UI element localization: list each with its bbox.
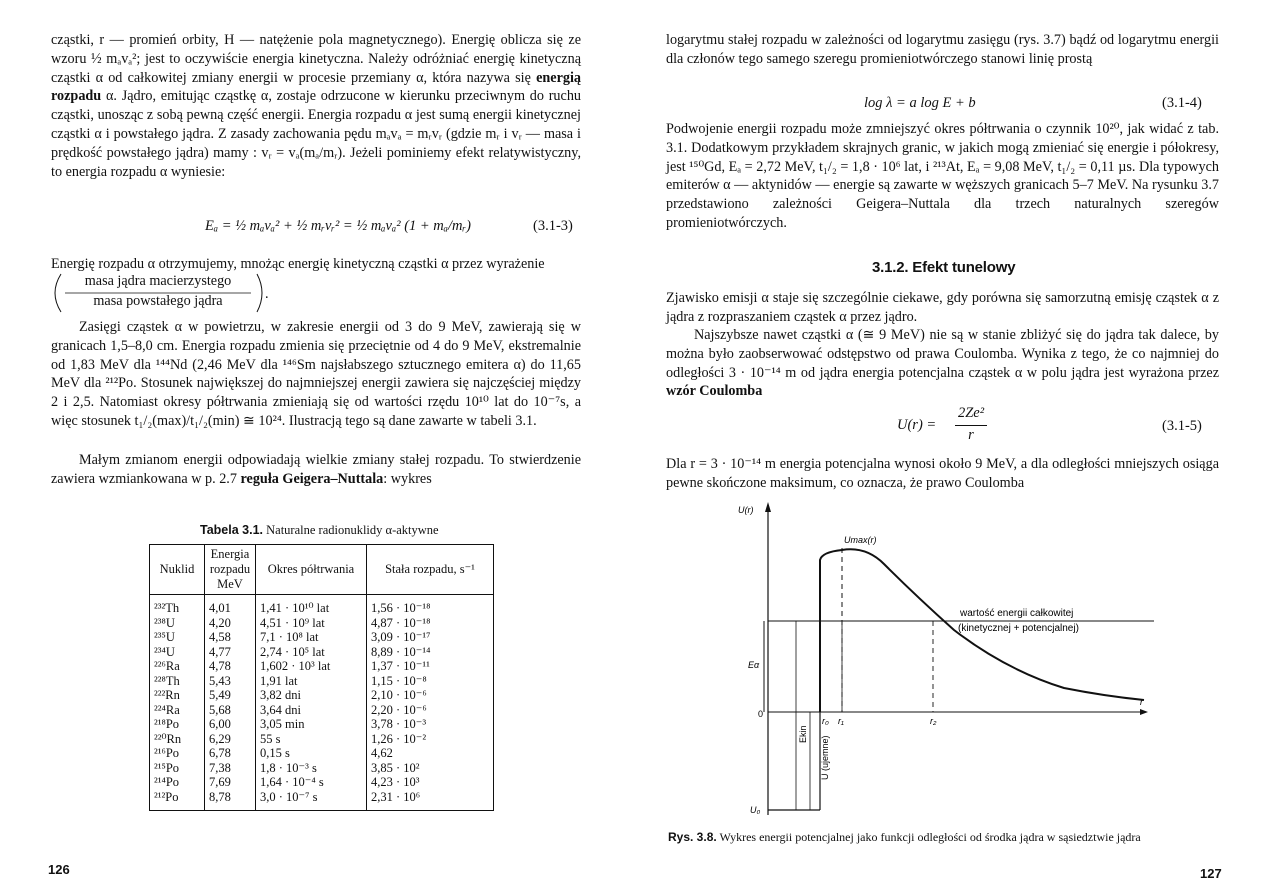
ea-label: Eα [748,660,760,670]
cell-stala: 4,23 · 10³ [367,775,494,790]
table-row [150,761,494,776]
cell-energia: 4,77 [205,645,256,660]
cell-okres: 0,15 s [256,746,367,761]
cell-okres: 1,8 · 10⁻³ s [256,761,367,776]
bold-term-wzor-coulomba: wzór Coulomba [666,383,763,400]
right-page [632,0,1263,893]
cell-stala: 1,56 · 10⁻¹⁸ [367,595,494,616]
y-axis-arrow [765,502,771,512]
annotation-line-2: (kinetycznej + potencjalnej) [958,623,1079,634]
left-paragraph-4: Małym zmianom energii odpowiadają wielkie zmiany stałej rozpadu. To stwierdzenie zawiera wzmiankowana w p. 2.7 reguła Geigera–Nuttala: wykres [51,452,581,487]
table-row [150,674,494,689]
table-header-okres: Okres półtrwania [256,545,367,595]
table-row [150,732,494,747]
cell-okres: 3,0 · 10⁻⁷ s [256,790,367,811]
x-axis-label: r [1140,697,1143,707]
mass-ratio-fraction: masa jądra macierzystego masa powstałego jądra . [51,272,271,314]
right-paragraph-2: Podwojenie energii rozpadu może zmniejszyć okres półtrwania o czynnik 10²⁰, jak widać z tab. 3.1. Dodatkowym przykładem skrajnych granic, w jakich mogą zmieniać się energie i półokresy, jest ¹⁵⁰Gd, Eₐ = 2,72 MeV, t₁/₂ = 1,8 · 10⁶ lat, i ²¹³At, Eₐ = 9,08 MeV, t₁/₂ = 0,11 µs. Dla typowych emiterów α — aktynidów — energie są zawarte w węższych granicach 5–7 MeV. Na rysunku 3.7 przedstawiono zależności Geigera–Nuttala dla trzech naturalnych szeregów promieniotwórczych. [666,121,1219,231]
cell-nuklid: ²²⁶Ra [150,659,205,674]
origin-label: 0 [758,709,764,719]
cell-okres: 7,1 · 10⁸ lat [256,630,367,645]
annotation-line-1: wartość energii całkowitej [960,608,1074,619]
cell-nuklid: ²¹⁶Po [150,746,205,761]
cell-okres: 3,64 dni [256,703,367,718]
cell-okres: 1,602 · 10³ lat [256,659,367,674]
table-row [150,645,494,660]
cell-okres: 1,41 · 10¹⁰ lat [256,595,367,616]
cell-stala: 3,78 · 10⁻³ [367,717,494,732]
cell-nuklid: ²²²Rn [150,688,205,703]
equation-3-1-5-denominator: r [968,427,974,443]
equation-3-1-5 [897,405,997,447]
table-header-stala: Stała rozpadu, s⁻¹ [367,545,494,595]
cell-okres: 4,51 · 10⁹ lat [256,616,367,631]
table-header-row [150,545,494,595]
section-heading: 3.1.2. Efekt tunelowy [872,259,1016,276]
equation-3-1-5-lhs: U(r) = [897,417,937,433]
cell-energia: 5,68 [205,703,256,718]
umax-label: Umax(r) [844,535,877,545]
table-row [150,703,494,718]
right-paragraph-1: logarytmu stałej rozpadu w zależności od logarytmu zasięgu (rys. 3.7) bądź od logarytmu energii dla członów tego samego szeregu promieniotwórczego stanowi linię prostą [666,32,1219,67]
equation-3-1-5-numerator: 2Ze² [957,405,985,421]
right-paragraph-4: Najszybsze nawet cząstki α (≅ 9 MeV) nie są w stanie zbliżyć się do jądra tak dalece, by można było zaobserwować odstępstwo od prawa Coulomba. Wynika z tego, że co najmniej do odległości 3 · 10⁻¹⁴ m od jądra energia potencjalna cząstek α w polu jądra jest wyrażona przez wzór Coulomba [666,327,1219,400]
u-ujemne-label: U (ujemne) [820,735,830,780]
cell-stala: 3,09 · 10⁻¹⁷ [367,630,494,645]
equation-number-3-1-4: (3.1-4) [1162,95,1202,111]
left-paragraph-3: Zasięgi cząstek α w powietrzu, w zakresie energii od 3 do 9 MeV, zawierają się w granicach 1,5–8,0 cm. Energia rozpadu zmienia się przeciętnie od 4 do 9 MeV, ekstremalnie od 1,83 MeV dla ¹⁴⁴Nd (2,46 MeV dla ¹⁴⁶Sm najsłabszego sztucznego emitera α) do 11,65 MeV dla ²¹²Po. Stosunek największej do najmniejszej energii zawiera się najczęściej między 2 i 2,5. Natomiast okresy półtrwania zmieniają się od wartości rzędu 10¹⁰ lat do 10⁻⁷s, a więc stosunek t₁/₂(max)/t₁/₂(min) ≅ 10²⁴. Ilustracją tego są dane zawarte w tabeli 3.1. [51,319,581,429]
table-3-1 [149,544,494,811]
table-row [150,595,494,616]
bold-term-regula-geigera-nuttala: reguła Geigera–Nuttala [240,470,384,487]
bold-term-energia-rozpadu: energią rozpadu [51,69,581,105]
left-page [0,0,631,893]
equation-3-1-3: Eₐ = ½ mₐvₐ² + ½ mᵣvᵣ² = ½ mₐvₐ² (1 + mₐ/mᵣ) [205,218,471,234]
r0-label: r₀ [822,716,829,726]
cell-energia: 5,43 [205,674,256,689]
left-paragraph-2: Energię rozpadu α otrzymujemy, mnożąc energię kinetyczną cząstki α przez wyrażenie [51,256,545,272]
page-number-left: 126 [48,862,70,877]
cell-stala: 8,89 · 10⁻¹⁴ [367,645,494,660]
cell-energia: 4,78 [205,659,256,674]
cell-nuklid: ²²⁰Rn [150,732,205,747]
cell-energia: 4,20 [205,616,256,631]
table-row [150,775,494,790]
cell-nuklid: ²³⁴U [150,645,205,660]
table-row [150,746,494,761]
cell-energia: 7,69 [205,775,256,790]
cell-stala: 2,31 · 10⁶ [367,790,494,811]
u0-label: U₀ [750,805,761,815]
cell-energia: 6,00 [205,717,256,732]
cell-nuklid: ²³²Th [150,595,205,616]
cell-stala: 1,15 · 10⁻⁸ [367,674,494,689]
cell-nuklid: ²¹⁸Po [150,717,205,732]
table-row [150,630,494,645]
figure-3-8 [738,500,1164,820]
cell-nuklid: ²³⁵U [150,630,205,645]
table-row [150,616,494,631]
table-row [150,790,494,811]
right-paragraph-3: Zjawisko emisji α staje się szczególnie ciekawe, gdy porówna się samorzutną emisję cząstek α z jądra z rozpraszaniem cząstek α przez jądro. [666,290,1219,325]
cell-energia: 8,78 [205,790,256,811]
cell-energia: 4,58 [205,630,256,645]
cell-stala: 1,37 · 10⁻¹¹ [367,659,494,674]
cell-nuklid: ²¹²Po [150,790,205,811]
table-body [150,595,494,811]
cell-stala: 4,87 · 10⁻¹⁸ [367,616,494,631]
cell-okres: 1,91 lat [256,674,367,689]
cell-okres: 2,74 · 10⁵ lat [256,645,367,660]
cell-okres: 3,82 dni [256,688,367,703]
r2-label: r₂ [930,716,937,726]
cell-nuklid: ²²⁴Ra [150,703,205,718]
cell-nuklid: ²¹⁵Po [150,761,205,776]
cell-stala: 2,20 · 10⁻⁶ [367,703,494,718]
table-row [150,659,494,674]
cell-energia: 7,38 [205,761,256,776]
cell-stala: 3,85 · 10² [367,761,494,776]
x-axis-arrow [1140,709,1148,715]
left-paragraph-1: cząstki, r — promień orbity, H — natężenie pola magnetycznego). Energię oblicza się ze wzoru ½ mₐvₐ²; jest to oczywiście energia kinetyczna. Należy odróżniać energię kinetyczną cząstki α od całkowitej zmiany energii w procesie przemiany α, która nazywa się energią rozpadu α. Jądro, emitując cząstkę α, zostaje odrzucone w kierunku przeciwnym do ruchu cząstki, unosząc z sobą pewną część energii. Energia rozpadu α jest sumą energii kinetycznej cząstki α i powstałego jądra. Z zasady zachowania pędu mₐvₐ = mᵣvᵣ (gdzie mᵣ i vᵣ — masa i prędkość powstałego jądra) mamy : vᵣ = vₐ(mₐ/mᵣ). Jeżeli pominiemy efekt relatywistyczny, to energia rozpadu α wyniesie: [51,32,582,180]
cell-stala: 1,26 · 10⁻² [367,732,494,747]
table-header-energia: Energia rozpadu MeV [205,545,256,595]
cell-okres: 1,64 · 10⁻⁴ s [256,775,367,790]
cell-okres: 55 s [256,732,367,747]
cell-energia: 5,49 [205,688,256,703]
table-row [150,688,494,703]
table-row [150,717,494,732]
cell-energia: 4,01 [205,595,256,616]
table-caption: Tabela 3.1. Naturalne radionuklidy α-aktywne [200,523,439,537]
table-header-nuklid: Nuklid [150,545,205,595]
equation-number-3-1-5: (3.1-5) [1162,418,1202,434]
page-number-right: 127 [1200,866,1222,881]
right-paragraph-5: Dla r = 3 · 10⁻¹⁴ m energia potencjalna wynosi około 9 MeV, a dla odległości mniejszych osiąga pewne skończone maksimum, co oznacza, że prawo Coulomba [666,456,1219,491]
cell-stala: 4,62 [367,746,494,761]
fraction-numerator: masa jądra macierzystego [84,273,232,289]
cell-nuklid: ²¹⁴Po [150,775,205,790]
cell-stala: 2,10 · 10⁻⁶ [367,688,494,703]
ekin-label: Ekin [798,725,808,743]
y-axis-label: U(r) [738,505,754,515]
cell-energia: 6,78 [205,746,256,761]
cell-nuklid: ²²⁸Th [150,674,205,689]
r1-label: r₁ [838,716,844,726]
fraction-denominator: masa powstałego jądra [93,293,223,309]
figure-caption: Rys. 3.8. Wykres energii potencjalnej jako funkcji odległości od środka jądra w sąsiedztwie jądra [668,830,1141,844]
cell-energia: 6,29 [205,732,256,747]
equation-3-1-4: log λ = a log E + b [864,95,976,111]
equation-number-3-1-3: (3.1-3) [533,218,573,234]
cell-okres: 3,05 min [256,717,367,732]
cell-nuklid: ²³⁸U [150,616,205,631]
